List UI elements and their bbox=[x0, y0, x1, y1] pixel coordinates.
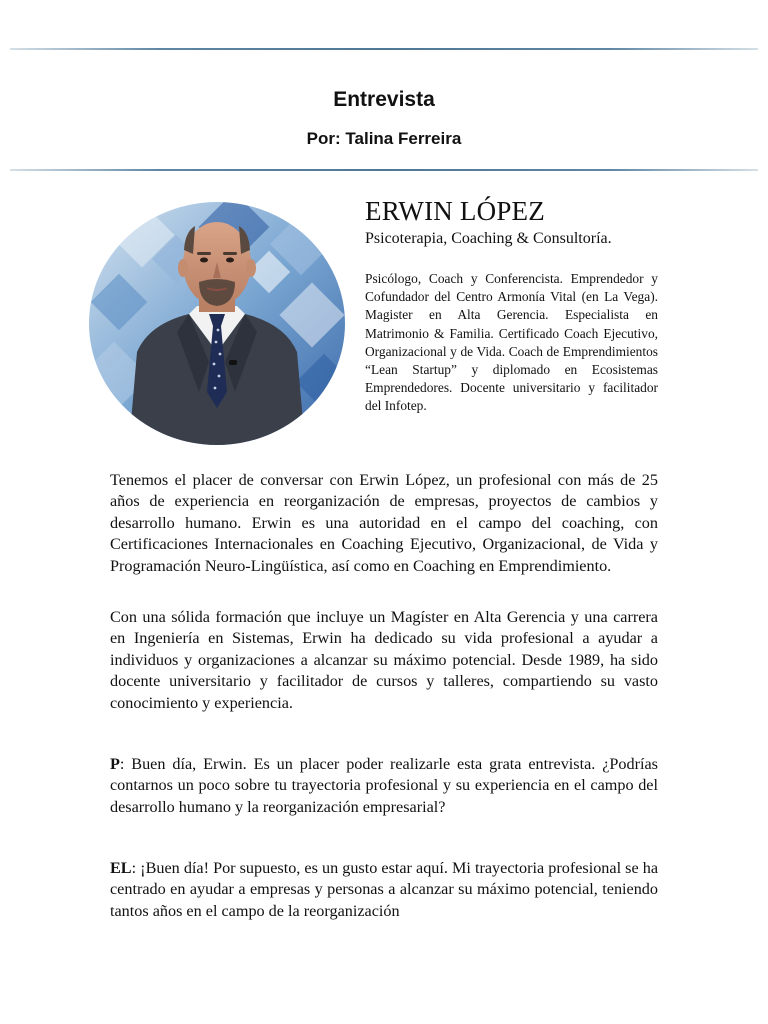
author-byline: Por: Talina Ferreira bbox=[306, 129, 462, 148]
interview-answer bbox=[110, 858, 658, 922]
intro-paragraph-2-text: Con una sólida formación que incluye un Magíster en Alta Gerencia y una carrera en Ingeniería en Sistemas, Erwin ha dedicado su vida profesional a ayudar a individuos y organizaciones a alcanzar su máximo potencial. Desde 1989, ha sido docente universitario y facilitador de cursos y talleres, compartiendo su vasto conocimiento y experiencia. bbox=[110, 608, 658, 712]
question-text: : Buen día, Erwin. Es un placer poder realizarle esta grata entrevista. ¿Podrías contarnos un poco sobre tu trayectoria profesional y su experiencia en el campo del desarrollo humano y la reorganización empresarial? bbox=[110, 755, 658, 816]
profile-bio: Psicólogo, Coach y Conferencista. Emprendedor y Cofundador del Centro Armonía Vital (en La Vega). Magister en Alta Gerencia. Especialista en Matrimonio & Familia. Certificado Coach Ejecutivo, Organizacional y de Vida. Coach de Emprendimientos “Lean Startup” y diplomado en Ecosistemas Emprendedores. Docente universitario y facilitador del Infotep. bbox=[365, 271, 658, 414]
intro-paragraph-2 bbox=[110, 607, 658, 714]
profile-photo bbox=[89, 202, 345, 445]
interview-question bbox=[110, 754, 658, 818]
question-speaker: P bbox=[110, 755, 120, 773]
answer-speaker: EL bbox=[110, 859, 132, 877]
intro-paragraph-1 bbox=[110, 470, 658, 577]
bottom-divider bbox=[10, 169, 758, 171]
page-title: Entrevista bbox=[333, 88, 435, 111]
intro-paragraph-1-text: Tenemos el placer de conversar con Erwin López, un profesional con más de 25 años de experiencia en reorganización de empresas, proyectos de cambios y desarrollo humano. Erwin es una autoridad en el campo del coaching, con Certificaciones Internacionales en Coaching Ejecutivo, Organizacional, de Vida y Programación Neuro-Lingüística, así como en Coaching en Emprendimiento. bbox=[110, 471, 658, 575]
answer-text: : ¡Buen día! Por supuesto, es un gusto estar aquí. Mi trayectoria profesional se ha centrado en ayudar a empresas y personas a alcanzar su máximo potencial, teniendo tantos años en el campo de la reorganización bbox=[110, 859, 658, 920]
profile-name: ERWIN LÓPEZ bbox=[365, 196, 545, 226]
profile-tagline: Psicoterapia, Coaching & Consultoría. bbox=[365, 230, 612, 247]
top-divider bbox=[10, 48, 758, 50]
